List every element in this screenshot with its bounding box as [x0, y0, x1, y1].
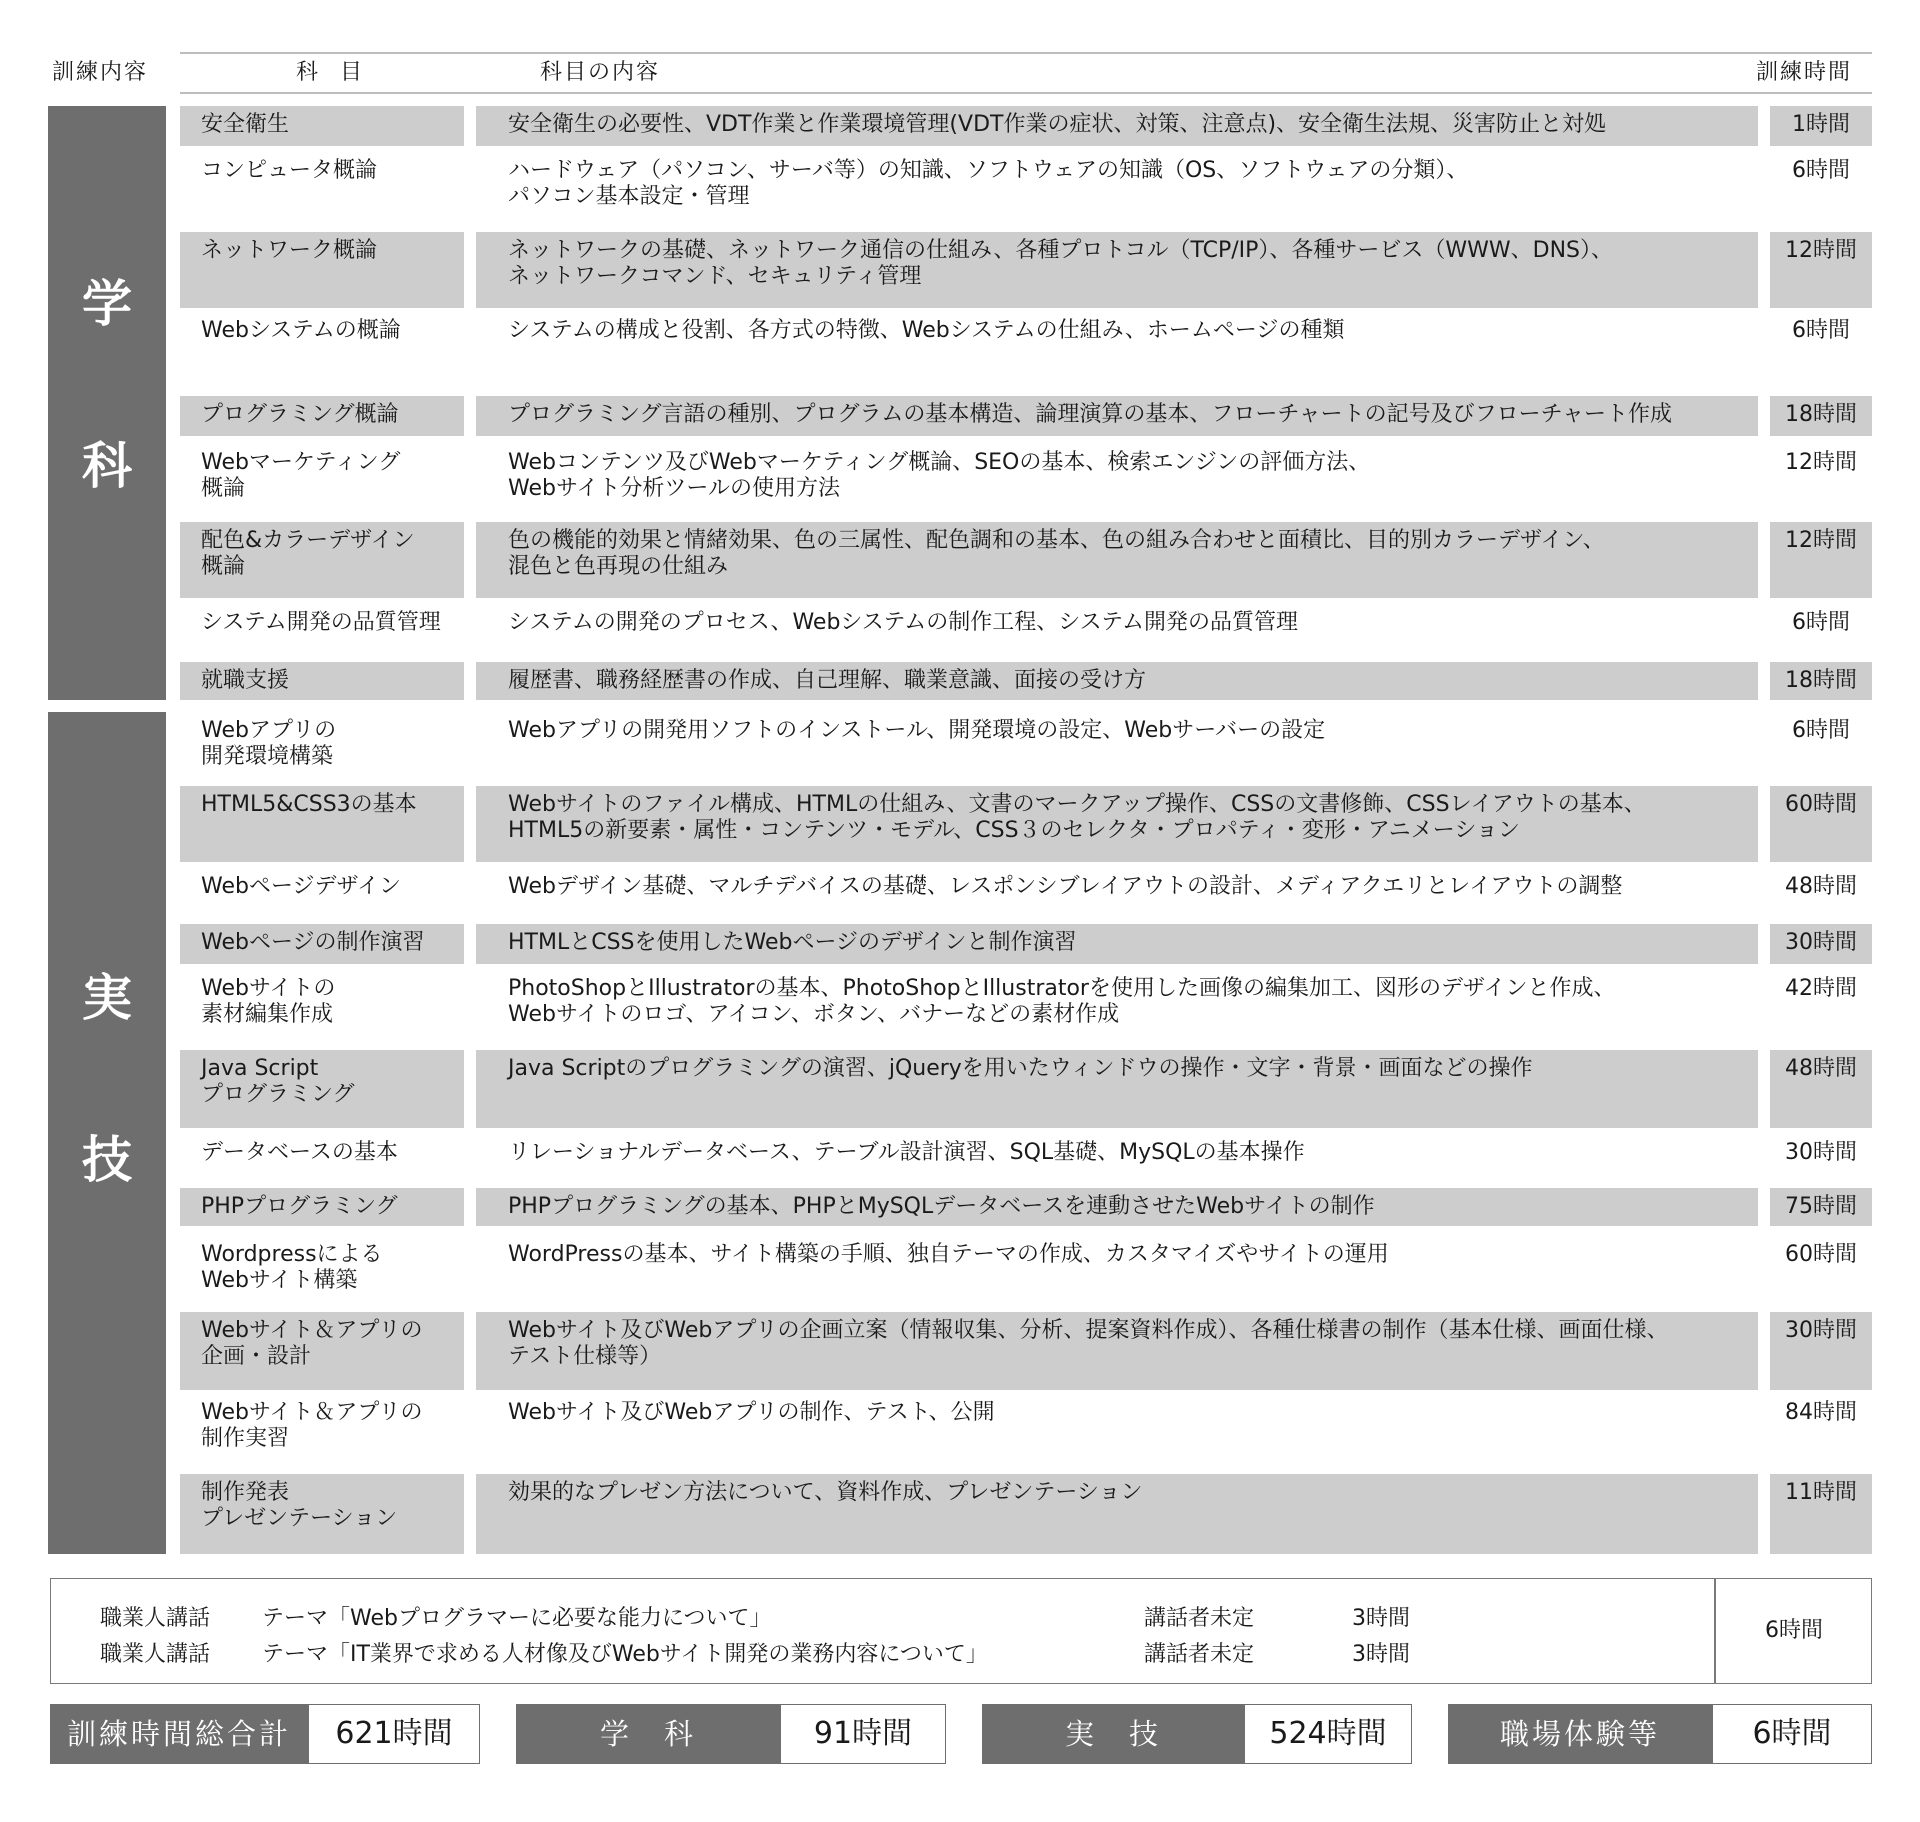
- row-hours: 30時間: [1785, 1140, 1857, 1165]
- lecture-total-hours: 6時間: [1765, 1618, 1823, 1643]
- row-subject: Webサイトの 素材編集作成: [201, 976, 336, 1027]
- row-subject: コンピュータ概論: [201, 158, 378, 183]
- row-hours: 60時間: [1770, 786, 1872, 862]
- row-content: 安全衛生の必要性、VDT作業と作業環境管理(VDT作業の症状、対策、注意点)、安全衛生法規、災害防止と対処: [476, 106, 1758, 146]
- table-row: [180, 1188, 1872, 1226]
- row-subject: システム開発の品質管理: [201, 610, 441, 635]
- row-hours: 12時間: [1770, 522, 1872, 598]
- row-content: Webアプリの開発用ソフトのインストール、開発環境の設定、Webサーバーの設定: [508, 718, 1326, 743]
- row-content: ネットワークの基礎、ネットワーク通信の仕組み、各種プロトコル（TCP/IP）、各種サービス（WWW、DNS）、 ネットワークコマンド、セキュリティ管理: [476, 232, 1758, 308]
- table-row: [180, 1050, 1872, 1128]
- row-content: システムの構成と役割、各方式の特徴、Webシステムの仕組み、ホームページの種類: [508, 318, 1345, 343]
- row-subject: Webサイト＆アプリの 制作実習: [201, 1400, 423, 1451]
- row-subject: PHPプログラミング: [180, 1188, 464, 1226]
- summary-label-jitsugi: 実 技: [982, 1704, 1244, 1764]
- lecture-type: 職業人講話: [100, 1606, 211, 1631]
- table-row: [180, 786, 1872, 862]
- lecture-hours: 3時間: [1352, 1606, 1410, 1631]
- table-row: [180, 1134, 1872, 1184]
- side-char: 技: [82, 1131, 132, 1189]
- row-hours: 75時間: [1770, 1188, 1872, 1226]
- table-row: [180, 868, 1872, 918]
- table-row: [180, 522, 1872, 598]
- header-training-content: 訓練内容: [52, 60, 149, 85]
- lecture-theme: テーマ「IT業界で求める人材像及びWebサイト開発の業務内容について」: [262, 1642, 988, 1667]
- row-hours: 42時間: [1785, 976, 1857, 1001]
- row-subject: Wordpressによる Webサイト構築: [201, 1242, 383, 1293]
- row-subject: 制作発表 プレゼンテーション: [180, 1474, 464, 1554]
- lecture-speaker: 講話者未定: [1144, 1606, 1255, 1631]
- row-hours: 48時間: [1770, 1050, 1872, 1128]
- row-hours: 18時間: [1770, 662, 1872, 700]
- lecture-type: 職業人講話: [100, 1642, 211, 1667]
- row-hours: 60時間: [1785, 1242, 1857, 1267]
- row-content: Webサイト及びWebアプリの企画立案（情報収集、分析、提案資料作成）、各種仕様書の制作（基本仕様、画面仕様、 テスト仕様等）: [476, 1312, 1758, 1390]
- row-subject: Webシステムの概論: [201, 318, 401, 343]
- side-label-gakka: [48, 106, 166, 700]
- table-row: [180, 312, 1872, 390]
- table-row: [180, 396, 1872, 436]
- row-content: 履歴書、職務経歴書の作成、自己理解、職業意識、面接の受け方: [476, 662, 1758, 700]
- summary-value-jitsugi: 524時間: [1244, 1704, 1412, 1764]
- row-hours: 11時間: [1770, 1474, 1872, 1554]
- row-content: リレーショナルデータベース、テーブル設計演習、SQL基礎、MySQLの基本操作: [508, 1140, 1305, 1165]
- row-subject: 安全衛生: [180, 106, 464, 146]
- row-subject: データベースの基本: [201, 1140, 398, 1165]
- row-hours: 12時間: [1785, 450, 1857, 475]
- side-char: 実: [82, 969, 132, 1027]
- table-row: [180, 1394, 1872, 1470]
- row-content: HTMLとCSSを使用したWebページのデザインと制作演習: [476, 924, 1758, 964]
- lecture-hours: 3時間: [1352, 1642, 1410, 1667]
- summary-value-workplace: 6時間: [1712, 1704, 1872, 1764]
- row-hours: 12時間: [1770, 232, 1872, 308]
- table-row: [180, 970, 1872, 1050]
- summary-value-total: 621時間: [308, 1704, 480, 1764]
- summary-label-total: 訓練時間総合計: [50, 1704, 308, 1764]
- table-row: [180, 712, 1872, 780]
- row-content: Webデザイン基礎、マルチデバイスの基礎、レスポンシブレイアウトの設計、メディアクエリとレイアウトの調整: [508, 874, 1623, 899]
- row-content: Java Scriptのプログラミングの演習、jQueryを用いたウィンドウの操作・文字・背景・画面などの操作: [476, 1050, 1758, 1128]
- row-hours: 6時間: [1792, 318, 1850, 343]
- row-content: PHPプログラミングの基本、PHPとMySQLデータベースを連動させたWebサイトの制作: [476, 1188, 1758, 1226]
- summary-value-gakka: 91時間: [780, 1704, 946, 1764]
- row-content: Webコンテンツ及びWebマーケティング概論、SEOの基本、検索エンジンの評価方法、 Webサイト分析ツールの使用方法: [508, 450, 1371, 501]
- row-hours: 48時間: [1785, 874, 1857, 899]
- row-content: システムの開発のプロセス、Webシステムの制作工程、システム開発の品質管理: [508, 610, 1299, 635]
- table-row: [180, 1312, 1872, 1390]
- header-rule: [180, 52, 1872, 94]
- row-content: プログラミング言語の種別、プログラムの基本構造、論理演算の基本、フローチャートの記号及びフローチャート作成: [476, 396, 1758, 436]
- row-hours: 30時間: [1770, 924, 1872, 964]
- header-subject-content: 科目の内容: [540, 60, 661, 85]
- side-char: 学: [82, 275, 132, 333]
- row-content: Webサイト及びWebアプリの制作、テスト、公開: [508, 1400, 995, 1425]
- row-hours: 6時間: [1792, 610, 1850, 635]
- row-content: Webサイトのファイル構成、HTMLの仕組み、文書のマークアップ操作、CSSの文書修飾、CSSレイアウトの基本、 HTML5の新要素・属性・コンテンツ・モデル、CSS３のセレクタ・プロパティ・変形・アニメーション: [476, 786, 1758, 862]
- summary-label-gakka: 学 科: [516, 1704, 780, 1764]
- row-subject: Webサイト＆アプリの 企画・設計: [180, 1312, 464, 1390]
- lecture-speaker: 講話者未定: [1144, 1642, 1255, 1667]
- lecture-theme: テーマ「Webプログラマーに必要な能力について」: [262, 1606, 772, 1631]
- table-row: [180, 444, 1872, 516]
- row-subject: Webページの制作演習: [180, 924, 464, 964]
- table-row: [180, 662, 1872, 700]
- header-subject: 科目: [296, 60, 385, 85]
- row-subject: 配色&カラーデザイン 概論: [180, 522, 464, 598]
- row-subject: Webページデザイン: [201, 874, 401, 899]
- row-content: 色の機能的効果と情緒効果、色の三属性、配色調和の基本、色の組み合わせと面積比、目的別カラーデザイン、 混色と色再現の仕組み: [476, 522, 1758, 598]
- side-char: 科: [82, 437, 132, 495]
- row-subject: Webアプリの 開発環境構築: [201, 718, 337, 769]
- header-training-hours: 訓練時間: [1756, 60, 1853, 85]
- row-subject: 就職支援: [180, 662, 464, 700]
- row-hours: 6時間: [1792, 718, 1850, 743]
- row-hours: 30時間: [1770, 1312, 1872, 1390]
- summary-label-workplace: 職場体験等: [1448, 1704, 1712, 1764]
- row-content: 効果的なプレゼン方法について、資料作成、プレゼンテーション: [476, 1474, 1758, 1554]
- row-hours: 84時間: [1785, 1400, 1857, 1425]
- row-hours: 6時間: [1792, 158, 1850, 183]
- row-content: PhotoShopとIllustratorの基本、PhotoShopとIllustratorを使用した画像の編集加工、図形のデザインと作成、 Webサイトのロゴ、アイコン、ボタン、バナーなどの素材作成: [508, 976, 1616, 1027]
- table-row: [180, 1236, 1872, 1310]
- row-content: WordPressの基本、サイト構築の手順、独自テーマの作成、カスタマイズやサイトの運用: [508, 1242, 1389, 1267]
- table-row: [180, 604, 1872, 656]
- side-label-jitsugi: [48, 712, 166, 1554]
- table-row: [180, 1474, 1872, 1554]
- row-subject: Java Script プログラミング: [180, 1050, 464, 1128]
- row-subject: HTML5&CSS3の基本: [180, 786, 464, 862]
- table-row: [180, 152, 1872, 226]
- row-hours: 18時間: [1770, 396, 1872, 436]
- row-subject: ネットワーク概論: [180, 232, 464, 308]
- table-row: [180, 106, 1872, 146]
- row-subject: プログラミング概論: [180, 396, 464, 436]
- table-row: [180, 924, 1872, 964]
- row-subject: Webマーケティング 概論: [201, 450, 401, 501]
- row-hours: 1時間: [1770, 106, 1872, 146]
- row-content: ハードウェア（パソコン、サーバ等）の知識、ソフトウェアの知識（OS、ソフトウェアの分類）、 パソコン基本設定・管理: [508, 158, 1469, 209]
- table-row: [180, 232, 1872, 308]
